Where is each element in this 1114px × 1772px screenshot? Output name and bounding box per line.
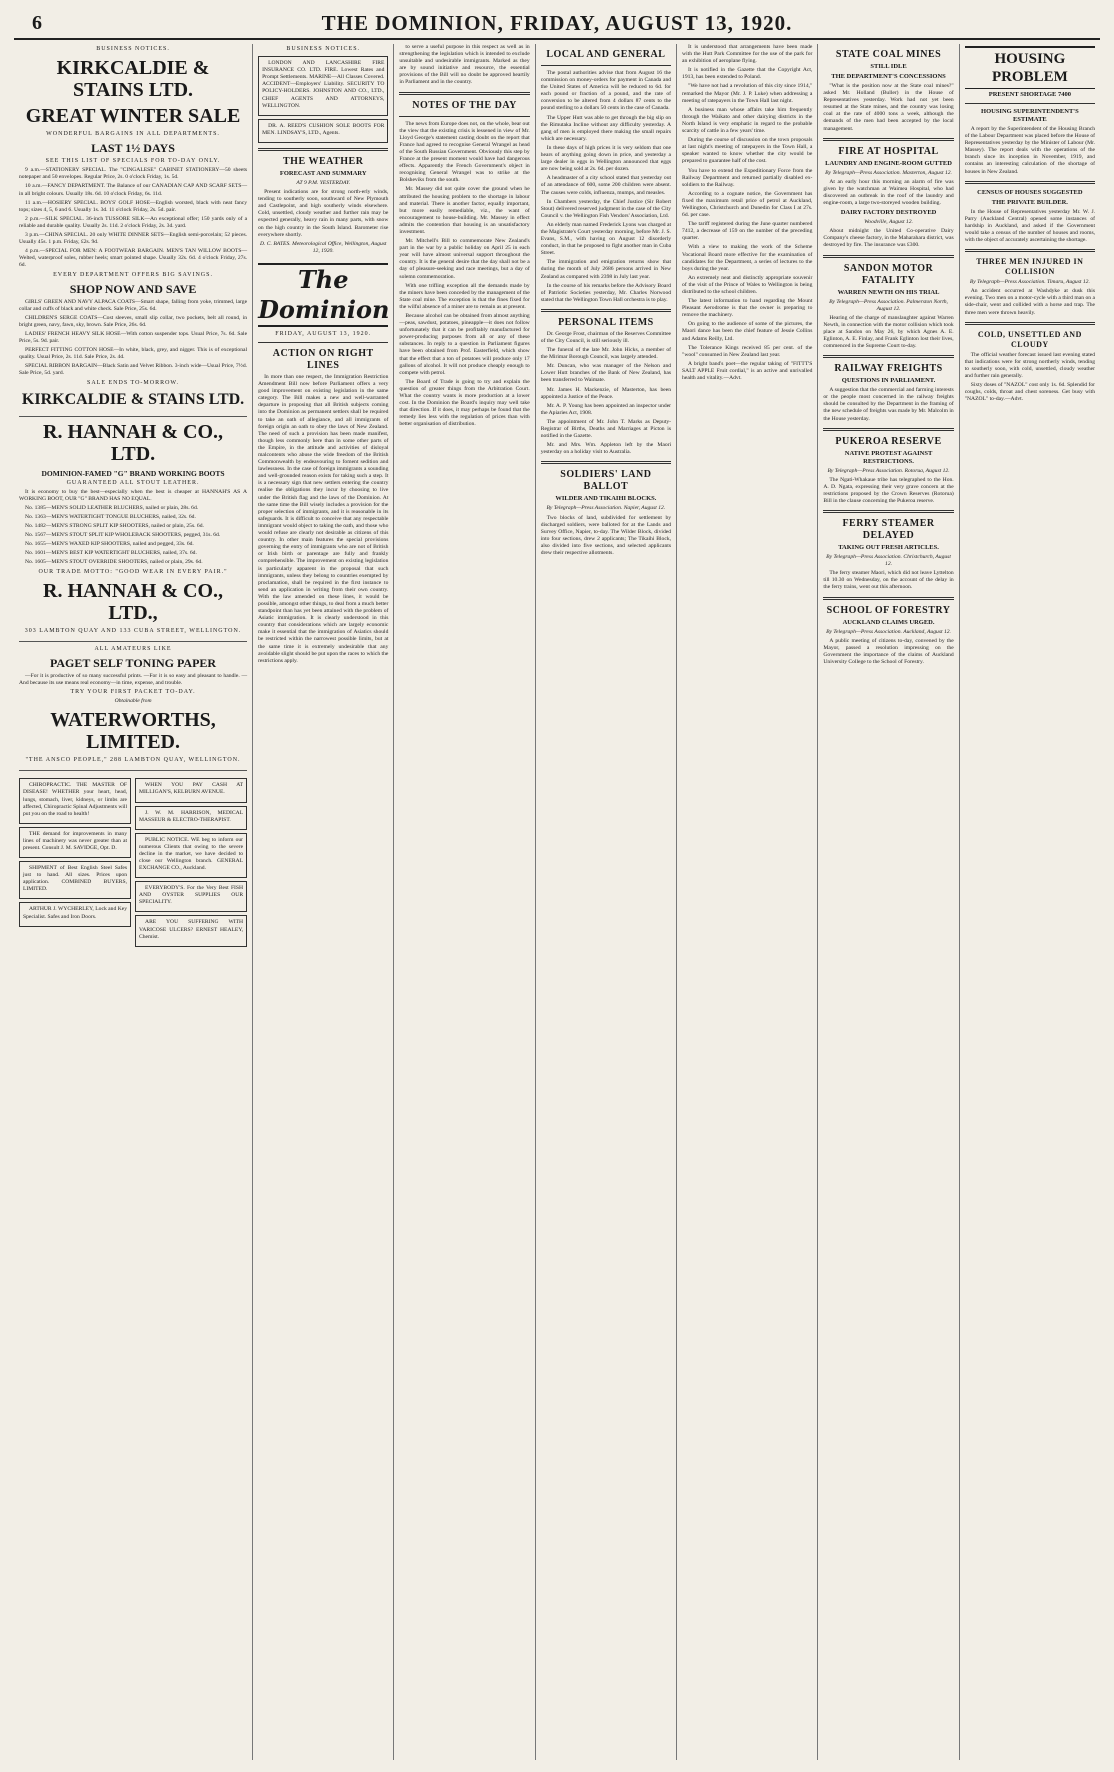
masthead [14, 8, 1100, 40]
column-4 [535, 44, 676, 1760]
sandon-byline: By Telegraph—Press Association. Palmerston North, August 12. [829, 298, 948, 312]
dairy-heading: DAIRY FACTORY DESTROYED [840, 209, 937, 217]
small-ads-left [19, 775, 131, 949]
personal-item: Mr. and Mrs. Wm. Appleton left by the Maori yesterday on a holiday visit to Australia. [540, 442, 672, 456]
rail-sub: QUESTIONS IN PARLIAMENT. [841, 377, 936, 385]
hannah-line: No. 1655—MEN'S WAXED KIP SHOOTERS, nailed and pegged, 33s. 6d. [25, 541, 194, 548]
small-ad: ARE YOU SUFFERING WITH VARICOSE ULCERS? ERNEST HEALEY, Chemist. [139, 919, 244, 940]
weather-text: Present indications are for strong north-erly winds, tending to southerly soon, southward of New Plymouth and Castlepoint, and high southerly winds elsewhere. Cold, unsettled, cloudy weather and further rain may be expected generally, heavy rain in many parts, with snow on the high country in the South Island. Barometer rise everywhere shortly. [258, 189, 389, 238]
rail-text: A suggestion that the commercial and farming interests or the people most concerned in the railway freights should be consulted by the Department in the framing of the new schedule of freights was made by Mr. Malcolm in the House yesterday. [823, 387, 954, 422]
local-heading: LOCAL AND GENERAL [546, 49, 666, 60]
sale-ends: SALE ENDS TO-MORROW. [86, 379, 180, 386]
hannah-line: No. 1482—MEN'S STRONG SPLIT KIP SHOOTERS, nailed or plain, 25s. 6d. [25, 523, 204, 530]
hannah-title-2: R. HANNAH & CO., LTD., [43, 579, 224, 624]
save-item: CHILDREN'S SERGE COATS—Cost sleeves, small slip collar, two pockets, belt all round, in bright green, navy, fawn, sky, brown. Sale Price, 26s. 6d. [19, 314, 248, 328]
forestry-text: A public meeting of citizens to-day, convened by the Mayor, passed a resolution impressing on the Government the importance of the claims of Auckland University College to the School of Forestry. [823, 637, 954, 665]
small-ad: EVERYBODY'S. For the Very Best FISH AND OYSTER SUPPLIES OUR SPECIALITY. [139, 885, 244, 906]
hannah-line: No. 1605—MEN'S STOUT OVERRIDE SHOOTERS, nailed or plain, 29s. 6d. [25, 559, 203, 566]
personal-item: The appointment of Mr. John T. Marks as Deputy-Registrar of Births, Deaths and Marriages at Picton is notified in the Gazette. [540, 418, 672, 440]
personal-item: Mr. James H. Mackenzie, of Masterton, has been appointed a Justice of the Peace. [540, 386, 672, 400]
note-item: The Board of Trade is going to try and explain the question of greater things from the Arbitration Court. What the country wants is more production at a lower cost. In the Dominion the Board's inquiry may well take that direction. If it does, it may perhaps be found that the remedy lies less with the regulation of prices than with better organisation of distribution. [399, 378, 530, 428]
kirkcaldie-sale: GREAT WINTER SALE [25, 105, 241, 128]
collision-text: An accident occurred at Washdyke at dusk this evening. Two men on a motor-cycle with a third man on a side-chair, went and collided with a horse and trap. The three men were thrown heavily. [964, 288, 1096, 316]
housing-text: A report by the Superintendent of the Housing Branch of the Labour Department was placed before the House of Representatives yesterday by the Minister of Labour (Mr. Massey). The report deals with the operations of the branch since its inception in November, 1919, and contains an interesting calculation of the shortage of houses in New Zealand. [964, 126, 1096, 175]
insurance-ad [258, 56, 388, 116]
ferry-byline: By Telegraph—Press Association. Christchurch, August 12. [826, 554, 951, 568]
columns [14, 44, 1100, 1760]
census-text: In the House of Representatives yesterday Mr. W. J. Parry (Auckland Central) opened some instances of hardship in Auckland, and asked if the Government would take a census of the number of houses and rooms, with the object of accurately ascertaining the shortage. [964, 208, 1096, 244]
note-item: The news from Europe does not, on the whole, bear out the view that the existing crisis is lessened in view of Mr. Lloyd George's statement casting doubt on the report that France had agreed to recognise General Wrangel as head of the South Russian Government. Obviously this step by France at the present moment would have had dangerous effects. Apparently the French Government's object in recognising General Wrangel was to strike at the Bolsheviks from the south. [399, 120, 530, 184]
local-list [541, 70, 671, 304]
soldiers-heading: SOLDIERS' LAND BALLOT [560, 469, 652, 493]
ferry-heading: FERRY STEAMER DELAYED [842, 518, 935, 542]
reed-ad [258, 119, 388, 143]
local-item: The latest information to hand regarding the Mount Pleasant Aerodrome is that the owner is preparing to remove the machinery. [682, 298, 813, 319]
cold-text: The official weather forecast issued last evening stated that indications were for strong northerly winds, tending to southerly soon, with cold, unsettled, cloudy weather and further rain generally. [964, 351, 1096, 379]
hannah-line: No. 1567—MEN'S STOUT SPLIT KIP WHOLEBACK SHOOTERS, pegged, 31s. 6d. [25, 532, 221, 539]
local-item: It is understood that arrangements have been made with the Hutt Park Committee for the use of the park for an exhibition of aeroplane flying. [682, 44, 813, 65]
local-item: A business man whose affairs take him frequently through the Waikato and other dairying districts in the North Island is very emphatic in regard to the probable scarcity of cattle in a few years' time. [682, 106, 813, 135]
shop-now: SHOP NOW AND SAVE [69, 281, 197, 296]
soldiers-sub: WILDER AND TIKAIHI BLOCKS. [555, 495, 657, 503]
hannah-line: It is economy to buy the best—especially when the best is cheaper at HANNAH'S AS A WORKING BOOT, OUR "G" BRAND HAS NO EQUAL. [19, 488, 248, 502]
editorial-text: In more than one respect, the Immigration Restriction Amendment Bill now before Parliament offers a very good improvement on existing legislation in the same category. The Bill makes a new and well-warranted departure in proposing that all British subjects coming into the Dominion as permanent settlers shall be required to take an oath of allegiance, and all immigrants of foreign origin an oath to obey the laws of New Zealand. The need of such a provision has been made manifest, though less commonly here than in some other parts of the Empire, in the attitude and activities of disloyal malcontents who abuse the wide freedom of the British Commonwealth by endeavouring to foment sedition and lawlessness. In the case of foreign immigrants a sounding and well-grounded reason exists for taking such a step. It is a necessary sign that new settlers entering the country realise the obligations they incur by choosing to live under the British flag and the laws of the Dominion. At the same time the Bill wisely includes a provision for the proper selection of immigrants, and it is reasonable in its safeguards. It is difficult to conceive that any respectable immigrant would object to taking the oath, and those who would refuse are clearly not desirable as citizens of this country. In other main features the special provisions governing the entry of immigrants who are not of British or Irish birth or parentage are fully and frankly comprehensible. The improvement on existing legislation is particularly apparent in the proposal that such immigrants, unless they belong to countries exempted by proclamation, shall be required in the first instance to send an application in writing from their own country. With the law amended on these lines, it would be possible, amongst other things, to deal from a much better standpoint than has yet been attained with the problem of Asiatic immigration. It is clearly understood in this country that considerations which are largely economic make it essential that the immigration of Asiatics should be restricted within the narrowest possible limits, but at the same time it is extremely undesirable that any avoidable slight should be put upon the races to which the restrictions apply. [258, 373, 389, 664]
collision-byline: By Telegraph—Press Association. Timaru, August 12. [969, 279, 1090, 286]
dairy-text: About midnight the United Co-operative Dairy Company's cheese factory, in the Maharahara district, was destroyed by fire. The insurance was £300. [823, 228, 954, 249]
census-sub: THE PRIVATE BUILDER. [991, 198, 1068, 206]
personal-heading: PERSONAL ITEMS [558, 316, 654, 328]
small-ads-right [135, 775, 247, 949]
hannah-line: No. 1601—MEN'S BEST KIP WATERTIGHT BLUCHERS, nailed, 37s. 6d. [25, 550, 197, 557]
small-ad: WHEN YOU PAY CASH AT MILLIGAN'S, KELBURN AVENUE. [139, 782, 244, 796]
local-item: The postal authorities advise that from August 16 the commission on money-orders for payment in Canada and the United States of America will be reduced to 6d. for each pound or fraction of a pound, and the rate of conversion to be altered from 4 dollars 87 cents to the pound sterling to a dollars 50 cents in the case of Canada. [540, 70, 672, 112]
rail-heading: RAILWAY FREIGHTS [834, 363, 943, 375]
small-ad: THE demand for improvements in many lines of machinery was never greater than at present. Consult J. M. SAVIDGE, Opt. D. [23, 830, 128, 851]
personal-item: Mr. Duncan, who was manager of the Nelson and Lower Hutt branches of the Bank of New Zealand, has been transferred to Waimate. [540, 363, 672, 384]
see-list: SEE THIS LIST OF SPECIALS FOR TO-DAY ONLY. [45, 158, 221, 165]
fire-heading: FIRE AT HOSPITAL [838, 145, 939, 157]
local-item: With a view to making the work of the Scheme Vocational Board more effective for the examination of candidates for the Department, a series of lectures to the boys during the year. [682, 244, 813, 272]
personal-item: Mr. A. P. Young has been appointed an inspector under the Apiaries Act, 1908. [540, 402, 672, 416]
column-2 [252, 44, 393, 1760]
column-7 [959, 44, 1100, 1760]
small-ad: J. W. M. HARRISON, MEDICAL MASSEUR & ELECTRO-THERAPIST. [139, 809, 244, 823]
ferry-sub: TAKING OUT FRESH ARTICLES. [838, 544, 939, 552]
last-days: LAST 1½ DAYS [91, 141, 175, 156]
local-item: A bright band's poet—the regular taking of "FITTT'S SALT APPLE Fruit cordial," is an active and unrivalled health and vitality.—Advt. [682, 360, 813, 382]
local-continued-list [682, 44, 812, 382]
local-item: On going to the audience of some of the pictures, the Maori dance has been the chief feature of Jessie Collins and Adams Reilly, Ltd. [682, 321, 813, 342]
reed-text: DR. A. REED'S CUSHION SOLE BOOTS FOR MEN. LINDSAY'S, LTD., Agents. [262, 122, 385, 136]
local-item: During the course of discussion on the town proposals at last night's meeting of ratepayers in the Town Hall, a speaker wanted to know whether the city would be prepared to guarantee half of the cost. [682, 137, 813, 165]
local-item: In the course of his remarks before the Advisory Board of Patriotic Societies yesterday, Mr. Charles Norwood stated that the Wellington Town Hall orchestra is to play. [540, 282, 672, 303]
local-item: In Chambers yesterday, the Chief Justice (Sir Robert Stout) delivered reserved judgment in the case of the City Council v. the Wellington Fish Vendors' Association, Ltd. [540, 198, 672, 219]
coal-text: "What is the position now at the State coal mines?" asked Mr. Holland (Buller) in the House of Representatives yesterday. Work had not yet been resumed at the State mines, and the country was losing coal at the rate of 4000 tons a week, although the demands of the men had been accepted by the local management. [823, 83, 954, 132]
hannah-line: No. 1363—MEN'S WATERTIGHT TONGUE BLUCHERS, nailed, 32s. 6d. [25, 514, 196, 520]
coal-sub2: THE DEPARTMENT'S CONCESSIONS [831, 73, 946, 80]
page-number: 6 [32, 12, 42, 34]
note-item: Mr. Mitchell's Bill to commemorate New Zealand's part in the war by a public holiday on April 25 in each year will have almost universal support throughout the country. It is the general desire that the day shall not be a day of pleasure-seeking and race meetings, but a day of solemn commemoration. [399, 238, 530, 280]
hannah-body [19, 489, 247, 567]
waterworths-title: WATERWORTHS, LIMITED. [50, 709, 216, 754]
special-item: 2 p.m.—SILK SPECIAL. 36-inch TUSSORE SILK—An exceptional offer; 150 yards only of a reliable and durable quality. Usually 2s. 11d. 2 o'clock Friday, 2s. 3d. yard. [19, 215, 248, 229]
weather-heading: THE WEATHER [283, 155, 364, 167]
small-ad: SHIPMENT of Best English Steel Safes just to hand. All sizes. Prices upon application. COMBINED BUYERS, LIMITED. [23, 865, 128, 893]
hannah-motto: OUR TRADE MOTTO: "GOOD WEAR IN EVERY PAIR." [38, 568, 228, 575]
paget-try: TRY YOUR FIRST PACKET TO-DAY. [70, 689, 196, 696]
notes-list [399, 121, 529, 429]
local-item: The immigration and emigration returns show that during the month of July 2686 persons arrived in New Zealand as compared with 2398 in July last year. [540, 259, 672, 280]
weather-time: AT 9 P.M. YESTERDAY. [296, 179, 351, 186]
column-6 [817, 44, 958, 1760]
pukeroa-byline: By Telegraph—Press Association. Rotorua, August 12. [827, 467, 950, 474]
pukeroa-heading: PUKEROA RESERVE [835, 435, 942, 447]
hannah-guaranteed: GUARANTEED ALL STOUT LEATHER. [66, 479, 200, 486]
local-item: You have to extend the Expeditionary Force from the Railway Department and returned partially disabled ex-soldiers to the Railway. [682, 167, 813, 188]
weather-sign: D. C. BATES. Meteorological Office, Wellington, August 12, 1920. [259, 240, 387, 254]
notes-heading: NOTES OF THE DAY [412, 99, 517, 111]
small-ads [19, 775, 247, 949]
paget-ad [19, 646, 247, 772]
kirkcaldie-ad [19, 57, 247, 417]
section-label: BUSINESS NOTICES. [96, 46, 170, 52]
nazol-ad: Sixty doses of "NAZOL" cost only 1s. 6d. Splendid for coughs, colds, throat and chest soreness. Get busy with "NAZOL" to-day.—Advt. [964, 381, 1096, 403]
local-item: The tariff registered during the June quarter numbered 7412, a decrease of 159 on the number of the preceding quarter. [682, 221, 813, 242]
forestry-heading: SCHOOL OF FORESTRY [826, 604, 951, 616]
editorial-continued: to serve a useful purpose in this respect as well as in strengthening the legislation which is intended to exclude unsuitable and undesirable immigrants. Marked as they are by sound initiative and resource, the essential provisions of the Bill will no doubt be approved heartily in Parliament and in the country. [399, 44, 530, 86]
hannah-title: R. HANNAH & CO., LTD. [43, 420, 224, 465]
editorial-heading: ACTION ON RIGHT LINES [272, 347, 374, 371]
hannah-line: No. 1385—MEN'S SOLID LEATHER BLUCHERS, nailed or plain, 28s. 6d. [25, 504, 199, 511]
dairy-byline: Woodville, August 12. [864, 219, 913, 226]
coal-heading: STATE COAL MINES [835, 49, 942, 60]
nameplate-date: FRIDAY, AUGUST 13, 1920. [275, 330, 372, 337]
pukeroa-sub: NATIVE PROTEST AGAINST RESTRICTIONS. [844, 449, 933, 465]
paget-label: ALL AMATEURS LIKE [94, 645, 172, 652]
census-heading: CENSUS OF HOUSES SUGGESTED [977, 188, 1083, 196]
local-item: According to a cognate notice, the Government has fixed the maximum retail price of petrol at Auckland, Wellington, Christchurch and Dunedin for Class I at 27s. 6d. per case. [682, 190, 813, 219]
kirkcaldie-footer: KIRKCALDIE & STAINS LTD. [21, 390, 245, 408]
every-dept: EVERY DEPARTMENT OFFERS BIG SAVINGS. [53, 271, 213, 278]
column-3 [393, 44, 534, 1760]
forestry-sub: AUCKLAND CLAIMS URGED. [842, 618, 935, 626]
housing-heading: HOUSING PROBLEM [965, 46, 1095, 89]
coal-sub: STILL IDLE [870, 63, 907, 70]
housing-sub: PRESENT SHORTAGE 7400 [988, 91, 1071, 98]
column-1 [14, 44, 252, 1760]
fire-byline: By Telegraph—Press Association. Masterton, August 12. [825, 169, 952, 176]
special-item: 9 a.m.—STATIONERY SPECIAL. The "CINGALESE" CABINET STATIONERY—50 sheets notepaper and 50 envelopes. Regular Price, 2s. 0 o'clock Friday, 1s. 5d. [19, 167, 248, 181]
collision-heading: THREE MEN INJURED IN COLLISION [976, 257, 1084, 277]
sandon-heading: SANDON MOTOR FATALITY [843, 262, 934, 286]
waterworths-address: "THE ANSCO PEOPLE," 288 LAMBTON QUAY, WELLINGTON. [25, 757, 241, 764]
ferry-text: The ferry steamer Maori, which did not leave Lyttelton till 10.30 on Wednesday, on the account of the delay in the ferry trains, went out this afternoon. [823, 570, 954, 591]
hannah-headline: DOMINION-FAMED "G" BRAND WORKING BOOTS [41, 468, 225, 478]
paget-obtain: Obtainable from [114, 698, 152, 705]
note-item: Mr. Massey did not quite cover the ground when he attributed the housing problem to the shortage in labour and material. There is another factor, equally important, but more easily remediable, viz., the want of encouragement to house-building. Mr. Massey in effect admits the contention that housing is an unsatisfactory investment. [399, 186, 530, 235]
fire-text: At an early hour this morning an alarm of fire was given by the watchman at Waimea Hospital, who had discovered an outbreak in the roof of the laundry and engine-room, a large two-storeyed wooden building. [823, 178, 954, 207]
local-item: An extremely neat and distinctly appropriate souvenir of the visit of the Prince of Wales to Wellington is being distributed to the school children. [682, 274, 813, 295]
insurance-text: LONDON AND LANCASHIRE FIRE INSURANCE CO. LTD. FIRE. Lowest Rates and Prompt Settlements. MARINE—All Classes Covered. ACCIDENT—Employers' Liability. SECURITY TO POLICY-HOLDERS. JOHNSTON AND CO., LTD., CHIEF AGENTS AND ATTORNEYS, WELLINGTON. [262, 60, 385, 109]
paget-title: PAGET SELF TONING PAPER [49, 655, 217, 670]
soldiers-byline: By Telegraph—Press Association. Napier, August 12. [546, 505, 666, 512]
local-item: In these days of high prices it is very seldom that one hears of anything going down in price, and yesterday a large dealer in eggs in Wellington announced that eggs are now being sold at 2s. 6d. per dozen. [540, 144, 672, 173]
sandon-text: Hearing of the charge of manslaughter against Warren Newth, in connection with the motor collision which took place at Sandon on May 26, by which Agnes A. E. Eglinton, A. E. Finlay, and Frank Eglinton lost their lives, commenced in the Supreme Court to-day. [823, 314, 954, 350]
local-item: It is notified in the Gazette that the Copyright Act, 1913, has been extended to Poland. [682, 67, 813, 81]
local-item: The Upper Hutt was able to get through the big slip on the Rimutaka Incline without any difficulty yesterday. A gang of men is employed there making the small repairs which are necessary. [540, 114, 672, 142]
special-item: 10 a.m.—FANCY DEPARTMENT. The Balance of our CANADIAN CAP AND SCARF SETS—in all bright colours. Usually 18s. 6d. 10 o'clock Friday, 6s. 11d. [19, 183, 248, 197]
note-item: With one trifling exception all the demands made by the miners have been conceded by the management of the State coal mine. The exception is that the fines fixed for the wilful absence of a miner are to remain as at present. [399, 282, 530, 310]
save-item: PERFECT FITTING COTTON HOSE—In white, black, grey, and nigger. This is of exceptional quality. Usual Price, 2s. 11d. Sale Price, 2s. 4d. [19, 347, 248, 361]
save-item: LADIES' FRENCH HEAVY SILK HOSE—With cotton suspender tops. Usual Price, 7s. 6d. Sale Price, 5s. 9d. pair. [19, 330, 248, 345]
local-item: A headmaster of a city school stated that yesterday out of an attendance of 600, some 200 children were absent. The causes were colds, influenza, mumps, and measles. [540, 175, 672, 196]
small-ad: ARTHUR J. WYCHERLEY, Lock and Key Specialist. Safes and Iron Doors. [23, 906, 128, 920]
sandon-sub: WARREN NEWTH ON HIS TRIAL [837, 288, 940, 296]
personal-item: Dr. George Frost, chairman of the Reserves Committee of the City Council, is still seriously ill. [540, 330, 672, 344]
save-item: GIRLS' GREEN AND NAVY ALPACA COATS—Smart shape, falling from yoke, trimmed, large collar and cuffs of black and white check. Sale Price, 25s. 6d. [19, 298, 248, 312]
paget-body: —For it is productive of so many successful prints. —For it is so easy and pleasant to handle. —And because its use means real economy—in time, expense, and trouble. [19, 672, 248, 686]
special-item: 4 p.m.—SPECIAL FOR MEN: A FOOTWEAR BARGAIN. MEN'S TAN WILLOW BOOTS—Welted, waterproof soles, rubber heels; smart pointed shape. Usually 32s. 6d. 4 o'clock Friday, 27s. 6d. [19, 248, 248, 269]
kirkcaldie-sub: WONDERFUL BARGAINS IN ALL DEPARTMENTS. [46, 131, 220, 138]
housing-sub2: HOUSING SUPERINTENDENT'S ESTIMATE [981, 108, 1079, 123]
cold-heading: COLD, UNSETTLED AND CLOUDY [977, 329, 1082, 349]
save-list [19, 299, 247, 378]
note-item: Because alcohol can be obtained from almost anything—peas, sawdust, potatoes, pineapple—it does not follow unfortunately that it can be profitably manufactured for power-producing purposes from all or any of these substances. In reply to a question in Parliament figures have been obtained from Prof. Easterfield, which show that the effect that a ton of potatoes will produce only 17 gallons of alcohol. It will not produce cheaply enough to compete with petrol. [399, 313, 530, 376]
nameplate-logo: The Dominion [258, 263, 388, 327]
save-item: SPECIAL RIBBON BARGAIN—Black Satin and Velvet Ribbon. 3-inch wide—Usual Price, 7½d. Sale Price, 5d. yard. [19, 363, 248, 377]
section-label: BUSINESS NOTICES. [286, 46, 361, 52]
column-5 [676, 44, 817, 1760]
local-item: "We have not had a revolution of this city since 1914," remarked the Mayor (Mr. J. P. Luke) when addressing a meeting of ratepayers in the Town Hall last night. [682, 83, 813, 104]
personal-list [541, 331, 671, 457]
fire-sub: LAUNDRY AND ENGINE-ROOM GUTTED [825, 159, 952, 167]
pukeroa-text: The Ngati-Whakaue tribe has telegraphed to the Hon. A. D. Ngata, expressing their very grave concern at the restrictions proposed by the Crown Reserves (Rotorua) Bill in the clause concerning the Pukeroa reserve. [823, 476, 954, 504]
special-item: 3 p.m.—CHINA SPECIAL. 20 only WHITE DINNER SETS—English semi-porcelain; 52 pieces. Usually 45s. 1 p.m. Friday, £2s. 9d. [19, 232, 248, 246]
page-title: THE DOMINION, FRIDAY, AUGUST 13, 1920. [321, 11, 793, 35]
special-item: 11 a.m.—HOSIERY SPECIAL. BOYS' GOLF HOSE—English worsted, black with neat fancy tops; sizes 4, 5, 6 and 6. Usually 1s. 3d. 11 o'clock Friday, 2s. 5d. pair. [19, 199, 248, 213]
specials-list [19, 167, 247, 269]
hannah-address: 303 LAMBTON QUAY AND 133 CUBA STREET, WELLINGTON. [24, 627, 242, 634]
local-item: An elderly man named Frederick Lyons was charged at the Magistrate's Court yesterday morning, before Mr. J. S. Evans, S.M., with having on August 12 disorderly conduct, in that he proposed to fight another man in Cuba Street. [540, 221, 672, 257]
hannah-ad [19, 421, 247, 642]
small-ad: PUBLIC NOTICE. WE beg to inform our numerous Clients that owing to the severe decline in the market, we have decided to close our Wellington branch. GENERAL EXCHANGE CO., Auckland. [139, 836, 244, 872]
forestry-byline: By Telegraph—Press Association. Auckland, August 12. [826, 628, 951, 635]
kirkcaldie-title: KIRKCALDIE & STAINS LTD. [56, 57, 210, 102]
local-item: The Tolerance Kings received 85 per cent. of the "wool" consumed in New Zealand last year. [682, 344, 813, 358]
small-ad: CHIROPRACTIC. THE MASTER OF DISEASE! WHETHER your heart, head, lungs, stomach, liver, kidneys, or limbs are affected, Chiropractic Spinal Adjustments will put you on the road to health! [23, 782, 128, 817]
soldiers-text: Two blocks of land, subdivided for settlement by discharged soldiers, were balloted for at the Lands and Survey Office, Napier, to-day. The Wilder Block, divided into four sections, drew 2 applicants; The Tikaihi Block, also divided into five sections, and selected applicants drew their respective allotments. [540, 514, 672, 556]
personal-item: The funeral of the late Mr. John Hicks, a member of the Mirimar Borough Council, was largely attended. [540, 347, 672, 361]
weather-sub: FORECAST AND SUMMARY [279, 169, 367, 177]
